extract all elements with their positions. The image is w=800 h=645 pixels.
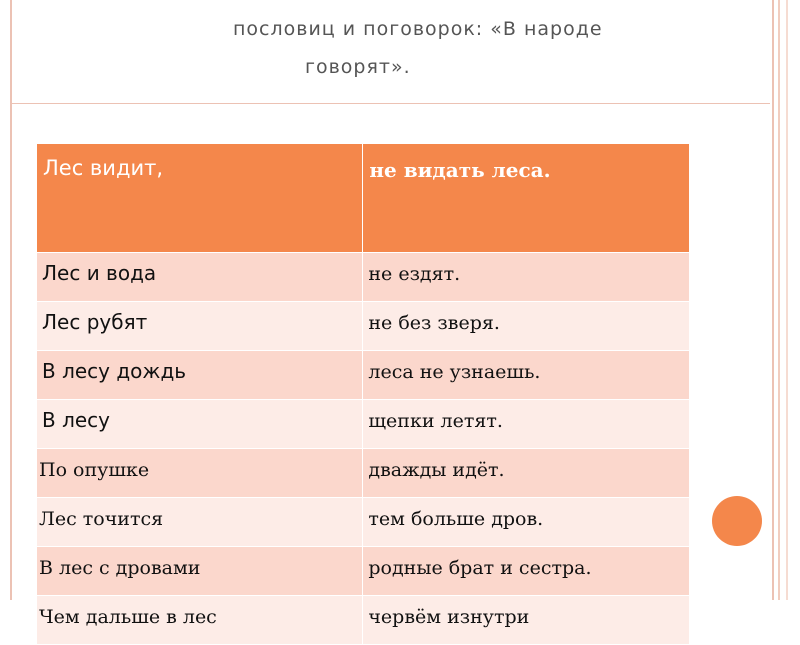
row-cell-right: червём изнутри [368,606,530,628]
proverbs-table [36,143,690,645]
row-cell-right: не ездят. [368,263,461,285]
decorative-line-secondary [786,0,788,600]
title-line-1: пословиц и поговорок: «В народе [233,18,603,40]
table-header-row [37,144,690,253]
decorative-circle [712,496,762,546]
header-cell-right: не видать леса. [363,144,690,253]
table-row [37,498,690,547]
row-cell-right: дважды идёт. [368,459,505,481]
table-row [37,547,690,596]
row-cell-left: В лес с дровами [39,557,201,579]
table-row [37,400,690,449]
row-cell-right: леса не узнаешь. [368,361,541,383]
table-row [37,449,690,498]
row-cell-right: щепки летят. [368,410,503,432]
title-line-2: говорят». [305,56,411,78]
header-cell-left: Лес видит, [37,144,363,253]
row-cell-left: Чем дальше в лес [39,606,217,628]
table-row [37,596,690,645]
table-row [37,302,690,351]
table-row [37,253,690,302]
row-cell-left: Лес и вода [42,261,157,285]
row-cell-right: тем больше дров. [368,508,544,530]
decorative-line [778,0,780,600]
row-cell-left: Лес точится [39,508,164,530]
row-cell-right: родные брат и сестра. [368,557,592,579]
row-cell-left: В лесу [42,408,110,432]
row-cell-right: не без зверя. [368,312,500,334]
table-row [37,351,690,400]
row-cell-left: Лес рубят [42,310,148,334]
row-cell-left: По опушке [39,459,150,481]
title-divider [12,103,770,104]
row-cell-left: В лесу дождь [42,359,187,383]
